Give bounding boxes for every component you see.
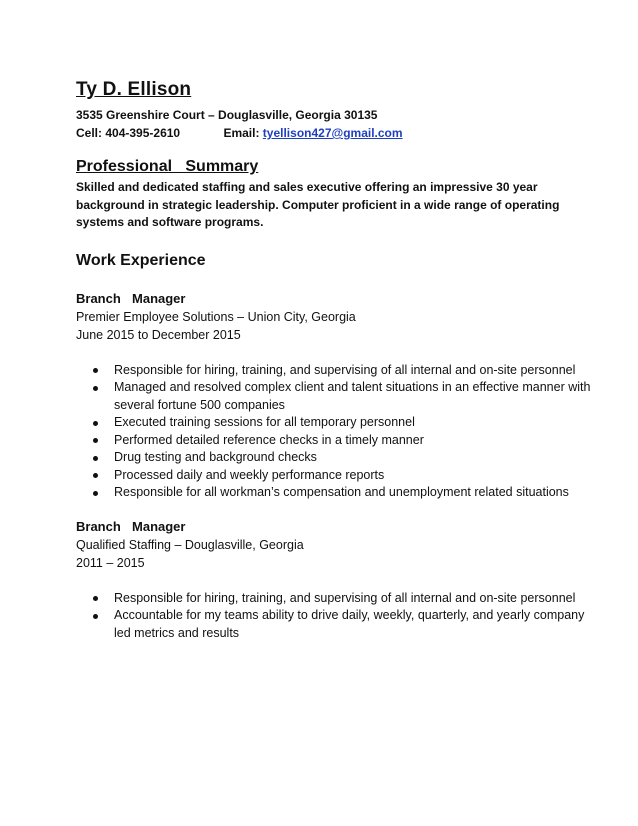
job-title: Branch Manager xyxy=(76,290,186,306)
bullet-item xyxy=(76,432,596,450)
bullet-item xyxy=(76,379,596,414)
email-link[interactable]: tyellison427@gmail.com xyxy=(262,126,403,140)
job-bullet-list xyxy=(76,362,596,502)
bullet-item xyxy=(76,362,596,380)
bullet-item xyxy=(76,467,596,485)
work-experience-heading: Work Experience xyxy=(76,251,206,269)
bullet-text: Responsible for hiring, training, and supervising of all internal and on-site personnel xyxy=(114,590,576,605)
bullet-item xyxy=(76,484,596,502)
bullet-text: Responsible for all workman’s compensation and unemployment related situations xyxy=(114,485,569,499)
job-entry-1 xyxy=(76,290,596,502)
bullet-item xyxy=(76,590,596,608)
bullet-icon xyxy=(93,421,98,426)
job-dates: 2011 – 2015 xyxy=(76,555,145,570)
bullet-icon xyxy=(93,473,98,478)
phone-email-line xyxy=(76,124,596,142)
address-line: 3535 Greenshire Court – Douglasville, Georgia 30135 xyxy=(76,108,378,122)
summary-text: Skilled and dedicated staffing and sales executive offering an impressive 30 year background in strategic leadership. Computer proficient in a wide range of operating systems and software programs. xyxy=(76,180,560,229)
bullet-icon xyxy=(93,491,98,496)
job-dates: June 2015 to December 2015 xyxy=(76,327,241,342)
bullet-text: Responsible for hiring, training, and supervising of all internal and on-site personnel xyxy=(114,362,576,377)
email-label: Email: xyxy=(223,126,260,140)
job-entry-2 xyxy=(76,518,596,643)
job-bullet-list xyxy=(76,590,596,643)
bullet-icon xyxy=(93,596,98,601)
bullet-item xyxy=(76,607,596,642)
job-company: Qualified Staffing – Douglasville, Georgia xyxy=(76,537,304,552)
job-company: Premier Employee Solutions – Union City, Georgia xyxy=(76,309,356,324)
job-title: Branch Manager xyxy=(76,518,186,534)
contact-block xyxy=(76,106,596,142)
bullet-icon xyxy=(93,438,98,443)
bullet-icon xyxy=(93,614,98,619)
bullet-icon xyxy=(93,368,98,373)
bullet-text: Drug testing and background checks xyxy=(114,450,317,464)
bullet-text: Executed training sessions for all temporary personnel xyxy=(114,415,415,429)
bullet-item xyxy=(76,449,596,467)
bullet-text: Managed and resolved complex client and talent situations in an effective manner with several fortune 500 companies xyxy=(114,380,591,412)
cell-number: 404-395-2610 xyxy=(105,126,181,140)
bullet-item xyxy=(76,414,596,432)
bullet-text: Performed detailed reference checks in a timely manner xyxy=(114,432,424,447)
cell-label: Cell: xyxy=(76,126,103,140)
resume-document xyxy=(76,78,596,642)
candidate-name: Ty D. Ellison xyxy=(76,79,192,100)
bullet-icon xyxy=(93,456,98,461)
bullet-text: Processed daily and weekly performance reports xyxy=(114,467,385,482)
summary-heading: Professional Summary xyxy=(76,158,259,175)
bullet-icon xyxy=(93,386,98,391)
bullet-text: Accountable for my teams ability to drive daily, weekly, quarterly, and yearly company led metrics and results xyxy=(114,608,585,640)
